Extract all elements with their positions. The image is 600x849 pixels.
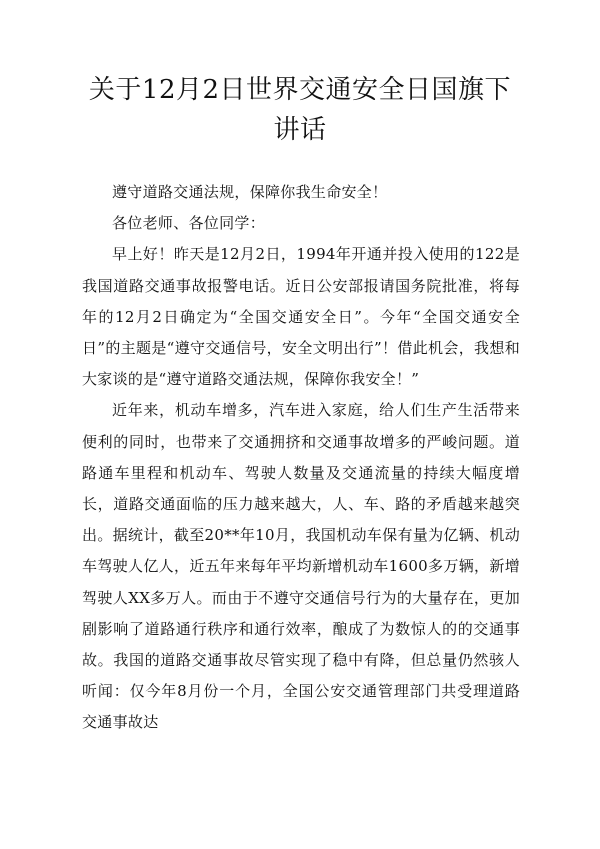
slogan-paragraph: 遵守道路交通法规，保障你我生命安全！	[112, 183, 388, 201]
intro-paragraph: 早上好！昨天是12月2日，1994年开通并投入使用的122是我国道路交通事故报警电话。近日公安部报请国务院批准，将每年的12月2日确定为“全国交通安全日”。今年“全国交通安全日”的主题是“遵守交通信号，安全文明出行”！借此机会，我想和大家谈的是“遵守道路交通法规，保障你我安全！”	[82, 245, 520, 389]
document-body	[82, 177, 520, 739]
document-title: 关于12月2日世界交通安全日国旗下讲话	[88, 75, 512, 145]
greeting-paragraph: 各位老师、各位同学：	[112, 214, 266, 233]
statistics-paragraph: 近年来，机动车增多，汽车进入家庭，给人们生产生活带来便利的同时，也带来了交通拥挤和交通事故增多的严峻问题。道路通车里程和机动车、驾驶人数量及交通流量的持续大幅度增长，道路交通面临的压力越来越大，人、车、路的矛盾越来越突出。据统计，截至20**年10月，我国机动车保有量为亿辆、机动车驾驶人亿人，近五年来每年平均新增机动车1600多万辆，新增驾驶人XX多万人。而由于不遵守交通信号行为的大量存在，更加剧影响了道路通行秩序和通行效率，酿成了为数惊人的的交通事故。我国的道路交通事故尽管实现了稳中有降，但总量仍然骇人听闻：仅今年8月份一个月，全国公安交通管理部门共受理道路交通事故达	[82, 401, 520, 732]
